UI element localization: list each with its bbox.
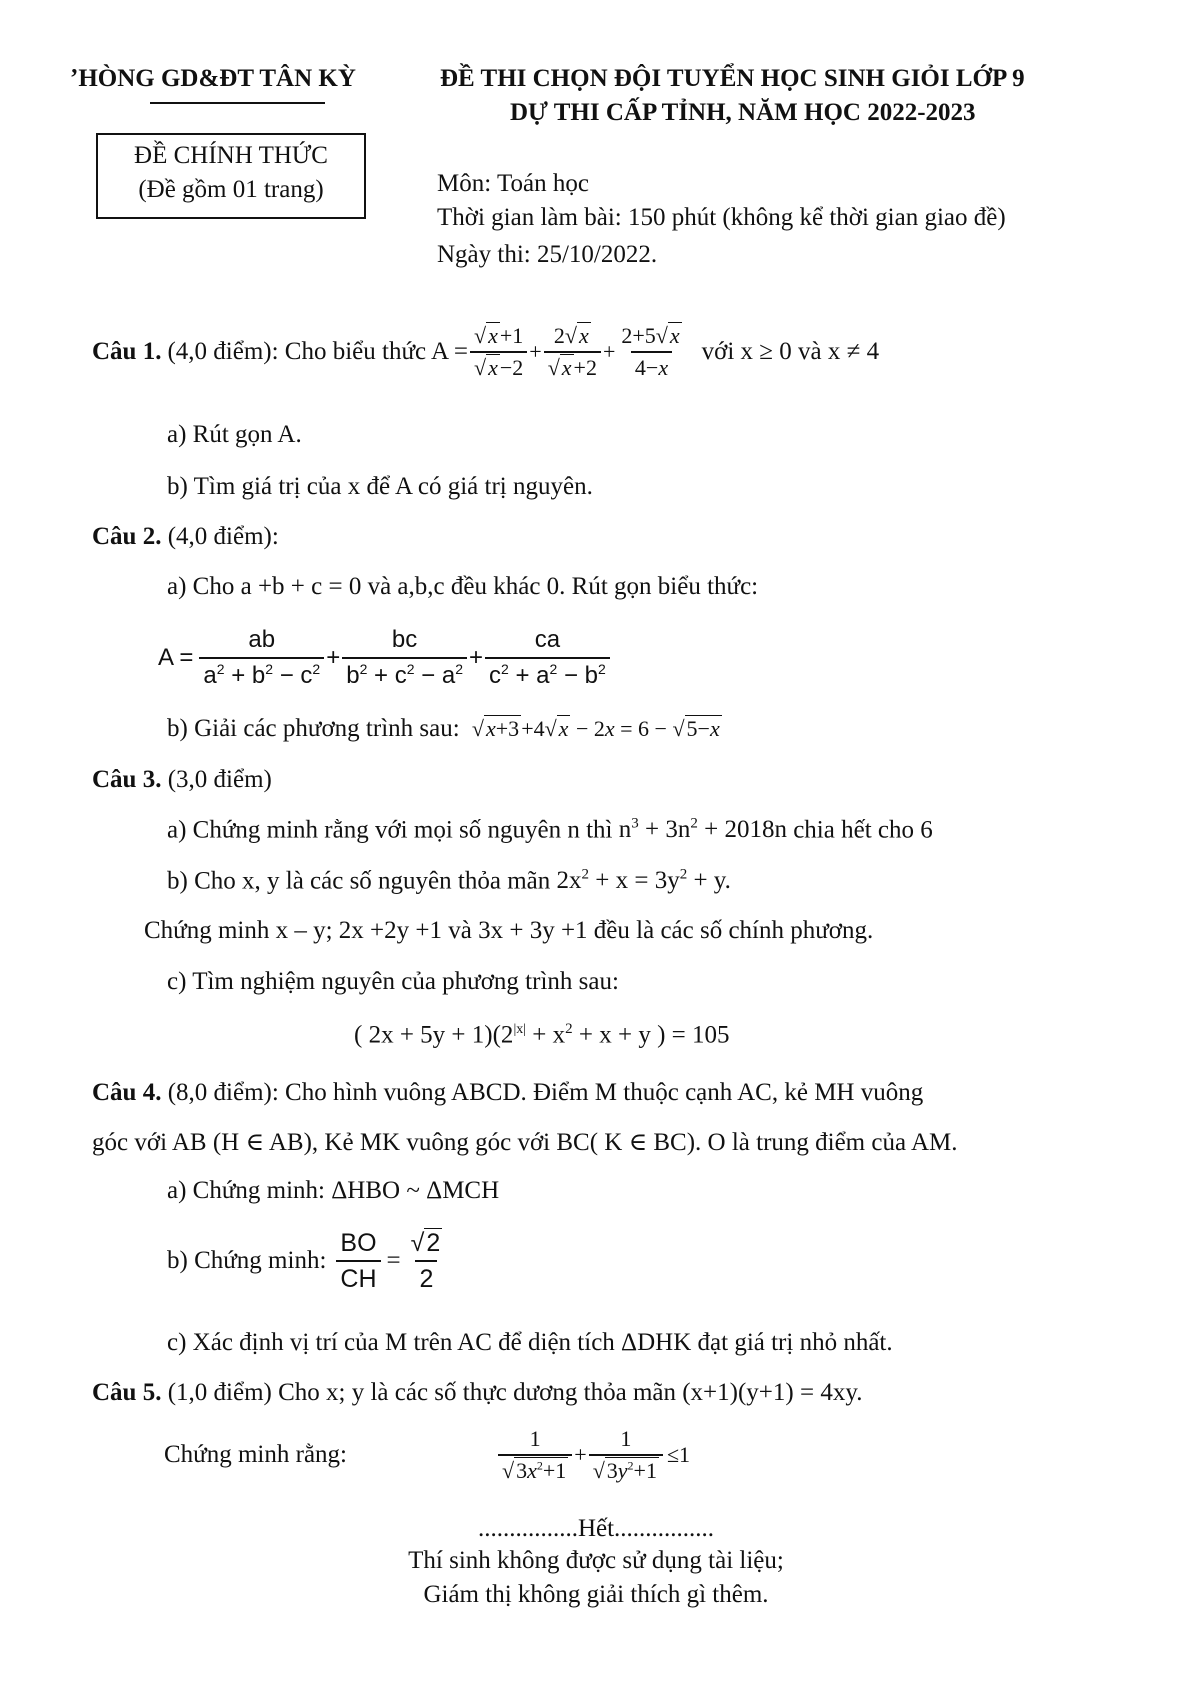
q3-equation-b: $2x^2 + x = 3y^2 + y$. <box>556 867 731 895</box>
question-4-part-a: a) Chứng minh: ΔHBO ~ ΔMCH <box>167 1177 500 1204</box>
q4-fraction-sqrt2: $\frac{√2}{2}$ <box>410 1229 441 1293</box>
q4-fraction-bo-ch: $\frac{BO}{CH}$ <box>336 1228 380 1294</box>
end-marker: ................Hết................ <box>477 1515 715 1542</box>
department-underline <box>150 102 325 104</box>
question-3-part-b-claim: Chứng minh x – y; 2x +2y +1 và 3x + 3y +1 đều là các số chính phương. <box>144 917 874 944</box>
question-4-part-c: c) Xác định vị trí của M trên AC để diện tích ΔDHK đạt giá trị nhỏ nhất. <box>167 1329 893 1356</box>
question-2-part-b <box>167 714 722 744</box>
question-2-points: (4,0 điểm): <box>167 523 279 550</box>
q1-fraction-1: $\frac{√x+1}{√x-2}$ <box>470 323 527 382</box>
q3-equation-c: ( $2x + 5y + 1)(2^{|x|} + x^2 + x + y$ ) = 105 <box>354 1021 730 1049</box>
question-3-part-a-suffix: chia hết cho 6 <box>793 816 933 844</box>
question-1-line: Câu 1. (4,0 điểm): Cho biểu thức A = $\frac{√x+1}{√x-2}$ + $\frac{2√x}{√x+2}$ + $\frac{2+5√x}{4-x}$ với x ≥ 0 và x ≠ 4 <box>92 323 880 381</box>
question-3-part-b-text: b) Cho x, y là các số nguyên thỏa mãn <box>167 867 551 895</box>
official-exam-box <box>96 133 366 219</box>
question-3-part-a-text: a) Chứng minh rằng với mọi số nguyên n thì <box>167 816 613 844</box>
question-4-intro: (8,0 điểm): Cho hình vuông ABCD. Điểm M thuộc cạnh AC, kẻ MH vuông <box>167 1079 924 1106</box>
question-1-condition: với x ≥ 0 và x ≠ 4 <box>701 338 880 366</box>
q2-equation: √x+3+4√x − 2x = 6 − √5−x <box>471 716 720 741</box>
q2-fraction-2: $\frac{bc}{b^2 + c^2 - a^2}$ <box>342 626 467 691</box>
q5-inequality: $\frac{1}{√3x^2+1}$ + $\frac{1}{√3y^2+1}$ ≤1 <box>496 1426 690 1485</box>
footer-note-2: Giám thị không giải thích gì thêm. <box>423 1581 769 1608</box>
official-label: ĐỀ CHÍNH THỨC <box>134 142 328 169</box>
question-3-line <box>92 765 272 795</box>
duration: Thời gian làm bài: 150 phút (không kể thời gian giao đề) <box>437 204 1006 231</box>
question-4-part-b-text: b) Chứng minh: <box>167 1247 327 1274</box>
question-2-label: Câu 2. <box>92 523 162 550</box>
question-1-intro: (4,0 điểm): Cho biểu thức A = <box>167 338 469 366</box>
question-3-part-b <box>167 866 731 896</box>
exam-date: Ngày thi: 25/10/2022. <box>437 241 658 268</box>
q5-fraction-2: $\frac{1}{√3y^2+1}$ <box>589 1426 663 1485</box>
question-4-line <box>92 1078 923 1108</box>
q2-fraction-1: $\frac{ab}{a^2 + b^2 - c^2}$ <box>199 626 324 691</box>
question-4-label: Câu 4. <box>92 1079 162 1106</box>
question-2-part-b-text: b) Giải các phương trình sau: <box>167 715 460 742</box>
question-1-part-b: b) Tìm giá trị của x để A có giá trị nguyên. <box>167 473 593 500</box>
q1-fraction-3: $\frac{2+5√x}{4-x}$ <box>621 323 680 381</box>
question-5-line <box>92 1378 862 1408</box>
question-4-part-b: b) Chứng minh: $\frac{BO}{CH}$ = $\frac{√2}{2}$ <box>167 1228 448 1294</box>
q3-polynomial: $n^3 + 3n^2 + 2018n$ <box>618 816 794 844</box>
exam-subtitle: DỰ THI CẤP TỈNH, NĂM HỌC 2022-2023 <box>510 99 976 126</box>
q2-expression: A = $\frac{ab}{a^2 + b^2 - c^2}$ + $\frac{bc}{b^2 + c^2 - a^2}$ + $\frac{ca}{c^2 + a^2 - b^2}$ <box>158 626 612 691</box>
department-name: ʼHÒNG GD&ĐT TÂN KỲ <box>70 65 356 92</box>
question-3-part-c: c) Tìm nghiệm nguyên của phương trình sau: <box>167 968 619 995</box>
question-2-part-a: a) Cho a +b + c = 0 và a,b,c đều khác 0. Rút gọn biểu thức: <box>167 573 759 600</box>
q1-fraction-2: $\frac{2√x}{√x+2}$ <box>544 323 601 382</box>
question-1-label: Câu 1. <box>92 338 162 366</box>
footer-note-1: Thí sinh không được sử dụng tài liệu; <box>408 1547 784 1574</box>
question-5-prove-label: Chứng minh rằng: <box>164 1441 347 1468</box>
q5-fraction-1: $\frac{1}{√3x^2+1}$ <box>498 1426 572 1485</box>
question-2-line <box>92 522 279 552</box>
question-3-label: Câu 3. <box>92 766 162 793</box>
exam-title: ĐỀ THI CHỌN ĐỘI TUYỂN HỌC SINH GIỎI LỚP 9 <box>440 65 1025 92</box>
question-5-intro: (1,0 điểm) Cho x; y là các số thực dương thỏa mãn (x+1)(y+1) = 4xy. <box>167 1379 863 1406</box>
subject: Môn: Toán học <box>437 170 589 197</box>
pages-note: (Đề gồm 01 trang) <box>138 176 324 203</box>
question-3-part-a <box>167 815 933 845</box>
question-3-points: (3,0 điểm) <box>167 766 272 793</box>
question-4-intro-line-2: góc với AB (H ∈ AB), Kẻ MK vuông góc với BC( K ∈ BC). O là trung điểm của AM. <box>92 1129 958 1156</box>
question-5-label: Câu 5. <box>92 1379 162 1406</box>
q2-fraction-3: $\frac{ca}{c^2 + a^2 - b^2}$ <box>485 626 610 691</box>
question-1-part-a: a) Rút gọn A. <box>167 421 302 448</box>
